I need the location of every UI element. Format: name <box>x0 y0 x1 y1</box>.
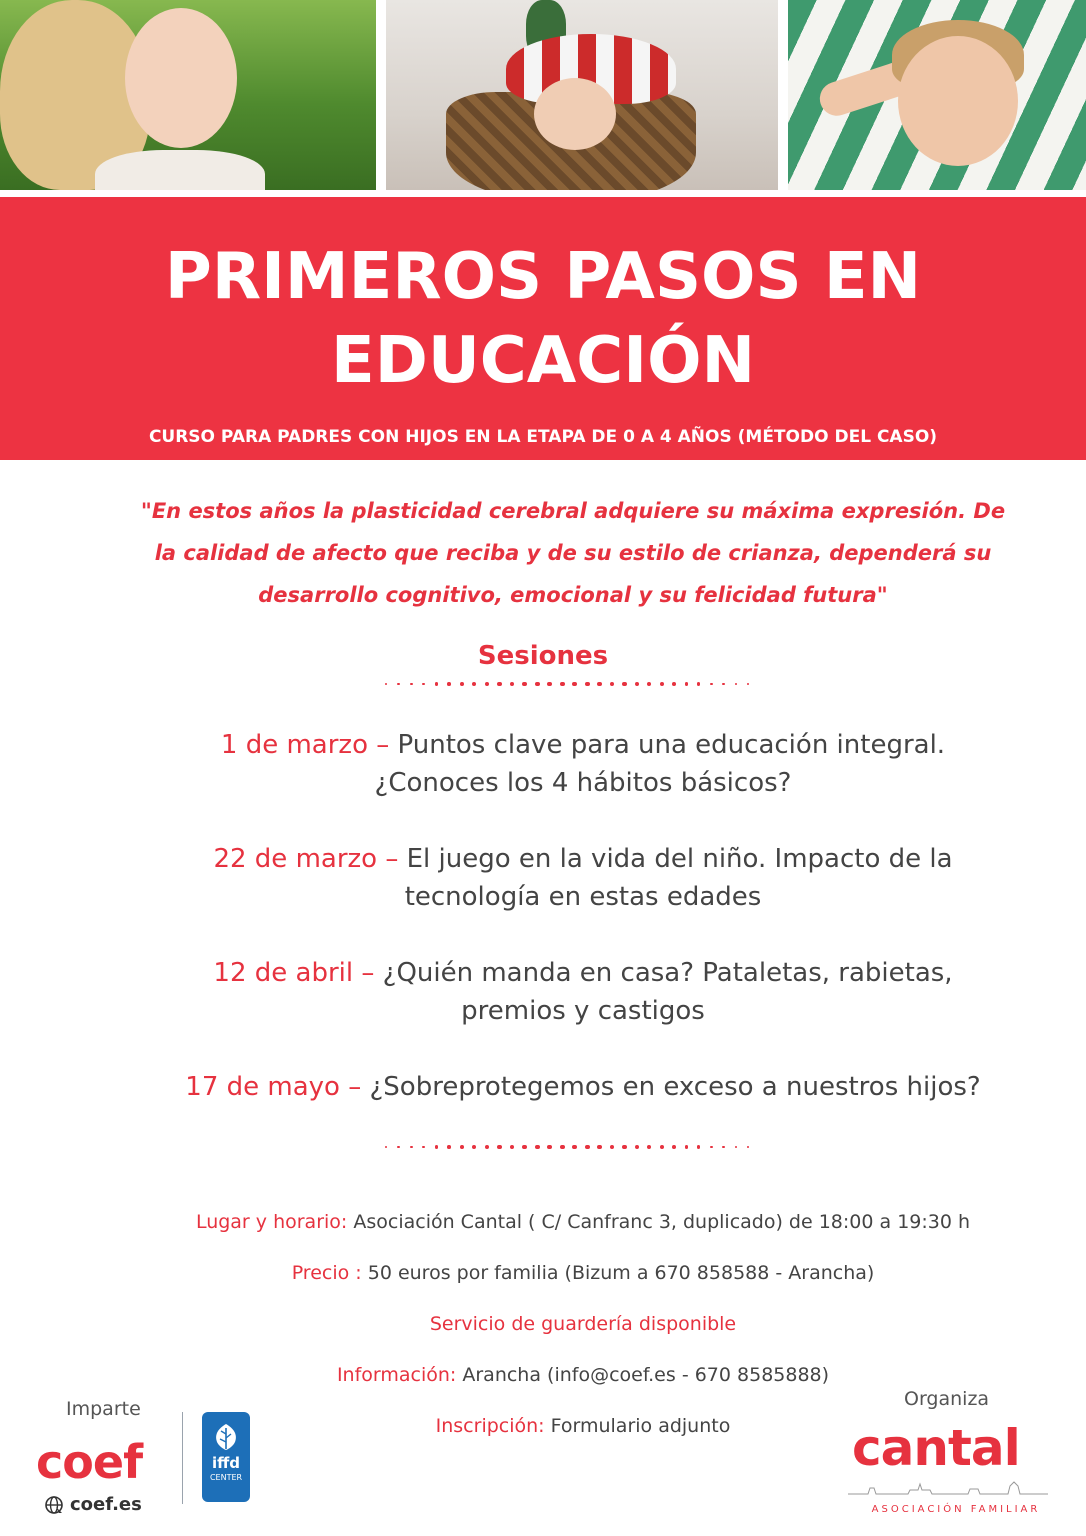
quote <box>60 490 1086 616</box>
divider-dot <box>422 1146 425 1149</box>
info-label: Lugar y horario: <box>195 1211 348 1233</box>
divider-dot <box>585 682 590 687</box>
divider-dot <box>660 1145 664 1149</box>
logo-divider <box>182 1412 183 1504</box>
divider-dot <box>735 1146 737 1148</box>
photo-baby-in-basket <box>386 0 778 190</box>
quote-line-1: "En estos años la plasticidad cerebral adquiere su máxima expresión. De <box>140 499 1006 523</box>
divider-dot <box>485 1145 489 1149</box>
divider-dot <box>522 1145 527 1150</box>
session-date: 12 de abril – <box>213 958 383 988</box>
divider-dot <box>635 682 639 686</box>
divider-dot <box>585 1145 590 1150</box>
info-value: Arancha (info@coef.es - 670 8585888) <box>456 1364 830 1386</box>
divider-dot <box>597 1145 602 1150</box>
iffd-logo-subtext: CENTER <box>209 1473 243 1482</box>
divider-dot <box>497 1145 501 1149</box>
divider-dot <box>522 682 527 687</box>
info-value: 50 euros por familia (Bizum a 670 858588 - Arancha) <box>361 1262 875 1284</box>
divider-dot <box>447 682 451 686</box>
divider-dot <box>460 1145 464 1149</box>
dotted-divider-top <box>385 681 755 687</box>
divider-dot <box>572 682 577 687</box>
divider-dot <box>535 1145 540 1150</box>
session-date: 22 de marzo – <box>213 844 407 874</box>
imparte-label: Imparte <box>66 1398 141 1420</box>
session-item <box>40 1068 1086 1106</box>
divider-dot <box>485 682 489 686</box>
divider-dot <box>385 683 387 685</box>
session-topic-continued: ¿Conoces los 4 hábitos básicos? <box>374 768 792 798</box>
divider-dot <box>685 682 689 686</box>
session-topic-continued: premios y castigos <box>461 996 705 1026</box>
divider-dot <box>622 1145 627 1150</box>
divider-dot <box>560 1145 565 1150</box>
divider-dot <box>735 683 737 685</box>
cantal-logo-subtext: ASOCIACIÓN FAMILIAR <box>871 1504 1041 1515</box>
divider-dot <box>560 682 565 687</box>
divider-dot <box>547 682 552 687</box>
divider-dot <box>747 1146 749 1148</box>
info-label: Inscripción: <box>435 1415 545 1437</box>
session-item <box>40 840 1086 916</box>
divider-dot <box>410 683 413 686</box>
sessions-heading: Sesiones <box>477 641 609 671</box>
session-date: 1 de marzo – <box>220 730 398 760</box>
divider-dot <box>685 1145 689 1149</box>
quote-line-2: la calidad de afecto que reciba y de su estilo de crianza, dependerá su <box>154 541 992 565</box>
divider-dot <box>597 682 602 687</box>
info-label: Precio : <box>291 1262 362 1284</box>
coef-website-text: coef.es <box>70 1494 142 1515</box>
session-topic-continued: tecnología en estas edades <box>404 882 762 912</box>
divider-dot <box>622 682 627 687</box>
divider-dot <box>672 1145 676 1149</box>
divider-dot <box>610 1145 615 1150</box>
dotted-divider-bottom <box>385 1144 755 1150</box>
page-title-line-1: PRIMEROS PASOS EN <box>164 240 922 314</box>
session-topic: ¿Quién manda en casa? Pataletas, rabietas, <box>382 958 953 988</box>
leaf-icon <box>211 1422 241 1452</box>
info-contact <box>40 1361 1086 1389</box>
divider-dot <box>460 682 464 686</box>
session-item <box>40 954 1086 1030</box>
divider-dot <box>497 682 501 686</box>
title-banner <box>0 197 1086 460</box>
divider-dot <box>697 1145 700 1148</box>
page-title-line-2: EDUCACIÓN <box>330 324 756 398</box>
cantal-logo: cantal <box>852 1419 1020 1477</box>
info-value: Asociación Cantal ( C/ Canfranc 3, duplicado) de 18:00 a 19:30 h <box>347 1211 971 1233</box>
iffd-logo-text: iffd <box>211 1454 241 1472</box>
info-label: Información: <box>336 1364 457 1386</box>
info-price <box>40 1259 1086 1287</box>
divider-dot <box>672 682 676 686</box>
divider-dot <box>747 683 749 685</box>
session-item <box>40 726 1086 802</box>
divider-dot <box>535 682 540 687</box>
divider-dot <box>635 1145 639 1149</box>
divider-dot <box>647 1145 651 1149</box>
divider-dot <box>435 682 438 685</box>
session-topic: Puntos clave para una educación integral. <box>397 730 946 760</box>
divider-dot <box>422 683 425 686</box>
session-date: 17 de mayo – <box>185 1072 370 1102</box>
quote-line-3: desarrollo cognitivo, emocional y su felicidad futura" <box>258 583 888 607</box>
photo-girl <box>0 0 376 190</box>
session-topic: El juego en la vida del niño. Impacto de la <box>406 844 953 874</box>
info-value: Formulario adjunto <box>544 1415 731 1437</box>
divider-dot <box>547 1145 552 1150</box>
divider-dot <box>447 1145 451 1149</box>
divider-dot <box>385 1146 387 1148</box>
page-subtitle: CURSO PARA PADRES CON HIJOS EN LA ETAPA DE 0 A 4 AÑOS (MÉTODO DEL CASO) <box>148 427 938 447</box>
iffd-logo <box>202 1412 250 1502</box>
page-title <box>0 197 1086 403</box>
divider-dot <box>647 682 651 686</box>
divider-dot <box>410 1146 413 1149</box>
divider-dot <box>710 1146 713 1149</box>
divider-dot <box>722 1146 725 1149</box>
divider-dot <box>610 682 615 687</box>
divider-dot <box>397 683 399 685</box>
divider-dot <box>572 1145 577 1150</box>
divider-dot <box>697 682 700 685</box>
divider-dot <box>510 682 515 687</box>
divider-dot <box>660 682 664 686</box>
divider-dot <box>510 1145 515 1150</box>
skyline-icon <box>848 1480 1048 1496</box>
header-photos <box>0 0 1086 190</box>
session-topic: ¿Sobreprotegemos en exceso a nuestros hijos? <box>369 1072 981 1102</box>
divider-dot <box>397 1146 399 1148</box>
coef-logo: coef <box>36 1435 143 1489</box>
globe-icon <box>44 1495 64 1515</box>
info-place-time <box>40 1208 1086 1236</box>
info-nursery: Servicio de guardería disponible <box>429 1313 737 1335</box>
divider-dot <box>710 683 713 686</box>
photo-boy-in-hammock <box>788 0 1086 190</box>
divider-dot <box>435 1145 438 1148</box>
divider-dot <box>472 1145 476 1149</box>
divider-dot <box>722 683 725 686</box>
coef-website[interactable] <box>44 1494 142 1515</box>
organiza-label: Organiza <box>904 1388 990 1410</box>
divider-dot <box>472 682 476 686</box>
